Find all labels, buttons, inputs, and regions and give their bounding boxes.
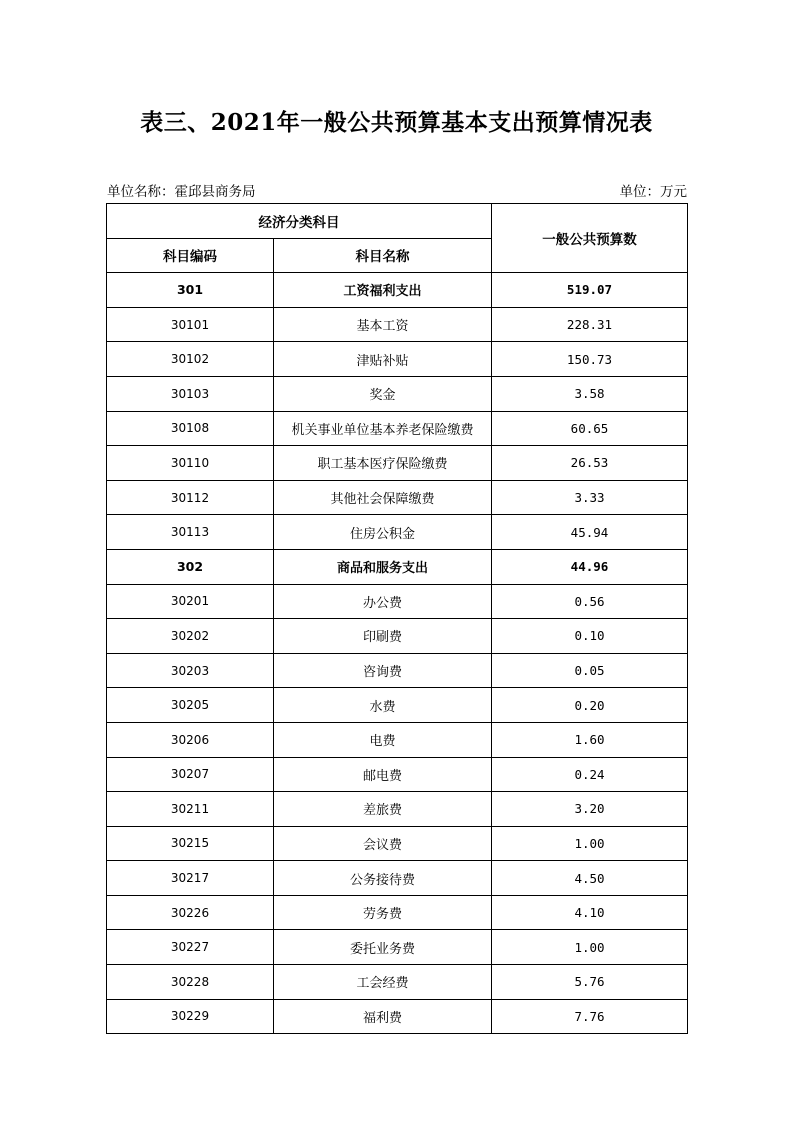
table-row: [107, 584, 688, 619]
cell-name: 劳务费: [274, 895, 492, 930]
cell-code: 302: [107, 549, 274, 584]
cell-code: 30229: [107, 999, 274, 1034]
cell-amount: 4.10: [492, 895, 688, 930]
header-code: 科目编码: [107, 238, 274, 273]
header-budget-amount: 一般公共预算数: [492, 204, 688, 273]
cell-amount: 5.76: [492, 965, 688, 1000]
cell-code: 30201: [107, 584, 274, 619]
cell-name: 机关事业单位基本养老保险缴费: [274, 411, 492, 446]
cell-code: 30110: [107, 446, 274, 481]
cell-amount: 3.20: [492, 792, 688, 827]
cell-amount: 150.73: [492, 342, 688, 377]
table-row: [107, 411, 688, 446]
table-row: [107, 376, 688, 411]
table-row: [107, 895, 688, 930]
cell-amount: 1.00: [492, 826, 688, 861]
cell-code: 30112: [107, 480, 274, 515]
cell-name: 办公费: [274, 584, 492, 619]
cell-name: 邮电费: [274, 757, 492, 792]
cell-amount: 228.31: [492, 307, 688, 342]
table-row: [107, 722, 688, 757]
cell-name: 工资福利支出: [274, 273, 492, 308]
cell-amount: 519.07: [492, 273, 688, 308]
cell-amount: 0.56: [492, 584, 688, 619]
cell-code: 30206: [107, 722, 274, 757]
cell-name: 咨询费: [274, 653, 492, 688]
table-row: [107, 861, 688, 896]
table-row: [107, 826, 688, 861]
table-row: [107, 446, 688, 481]
cell-code: 30203: [107, 653, 274, 688]
table-row: [107, 688, 688, 723]
currency-unit: 单位：万元: [619, 184, 687, 200]
cell-name: 福利费: [274, 999, 492, 1034]
table-body: [107, 273, 688, 1034]
table-row: [107, 342, 688, 377]
cell-code: 30217: [107, 861, 274, 896]
cell-name: 电费: [274, 722, 492, 757]
cell-name: 其他社会保障缴费: [274, 480, 492, 515]
cell-amount: 1.60: [492, 722, 688, 757]
cell-amount: 45.94: [492, 515, 688, 550]
cell-amount: 0.05: [492, 653, 688, 688]
table-row: [107, 619, 688, 654]
cell-name: 水费: [274, 688, 492, 723]
cell-name: 工会经费: [274, 965, 492, 1000]
cell-amount: 1.00: [492, 930, 688, 965]
table-row: [107, 307, 688, 342]
cell-name: 津贴补贴: [274, 342, 492, 377]
table-row: [107, 930, 688, 965]
cell-name: 奖金: [274, 376, 492, 411]
cell-code: 30211: [107, 792, 274, 827]
cell-amount: 44.96: [492, 549, 688, 584]
table-row-group: [107, 549, 688, 584]
cell-code: 30215: [107, 826, 274, 861]
table-row-group: [107, 273, 688, 308]
header-economic-class: 经济分类科目: [107, 204, 492, 239]
cell-name: 公务接待费: [274, 861, 492, 896]
cell-amount: 26.53: [492, 446, 688, 481]
table-row: [107, 965, 688, 1000]
cell-amount: 7.76: [492, 999, 688, 1034]
cell-code: 30101: [107, 307, 274, 342]
cell-name: 差旅费: [274, 792, 492, 827]
cell-code: 301: [107, 273, 274, 308]
cell-name: 印刷费: [274, 619, 492, 654]
header-name: 科目名称: [274, 238, 492, 273]
budget-table: [106, 203, 688, 1034]
unit-name: 单位名称：霍邱县商务局: [107, 184, 256, 200]
cell-code: 30226: [107, 895, 274, 930]
table-row: [107, 653, 688, 688]
table-row: [107, 480, 688, 515]
page-title: 表三、2021年一般公共预算基本支出预算情况表: [140, 109, 653, 136]
cell-amount: 3.33: [492, 480, 688, 515]
cell-code: 30102: [107, 342, 274, 377]
cell-name: 职工基本医疗保险缴费: [274, 446, 492, 481]
cell-code: 30205: [107, 688, 274, 723]
cell-amount: 0.20: [492, 688, 688, 723]
table-row: [107, 792, 688, 827]
cell-name: 住房公积金: [274, 515, 492, 550]
cell-name: 商品和服务支出: [274, 549, 492, 584]
table-row: [107, 999, 688, 1034]
cell-name: 基本工资: [274, 307, 492, 342]
cell-amount: 60.65: [492, 411, 688, 446]
table-row: [107, 515, 688, 550]
cell-amount: 4.50: [492, 861, 688, 896]
cell-code: 30103: [107, 376, 274, 411]
cell-amount: 0.24: [492, 757, 688, 792]
cell-name: 会议费: [274, 826, 492, 861]
cell-code: 30207: [107, 757, 274, 792]
cell-amount: 3.58: [492, 376, 688, 411]
cell-code: 30228: [107, 965, 274, 1000]
cell-amount: 0.10: [492, 619, 688, 654]
table-meta: [107, 180, 687, 200]
cell-code: 30202: [107, 619, 274, 654]
cell-name: 委托业务费: [274, 930, 492, 965]
cell-code: 30227: [107, 930, 274, 965]
header-row-top: [107, 204, 688, 239]
cell-code: 30108: [107, 411, 274, 446]
cell-code: 30113: [107, 515, 274, 550]
table-row: [107, 757, 688, 792]
